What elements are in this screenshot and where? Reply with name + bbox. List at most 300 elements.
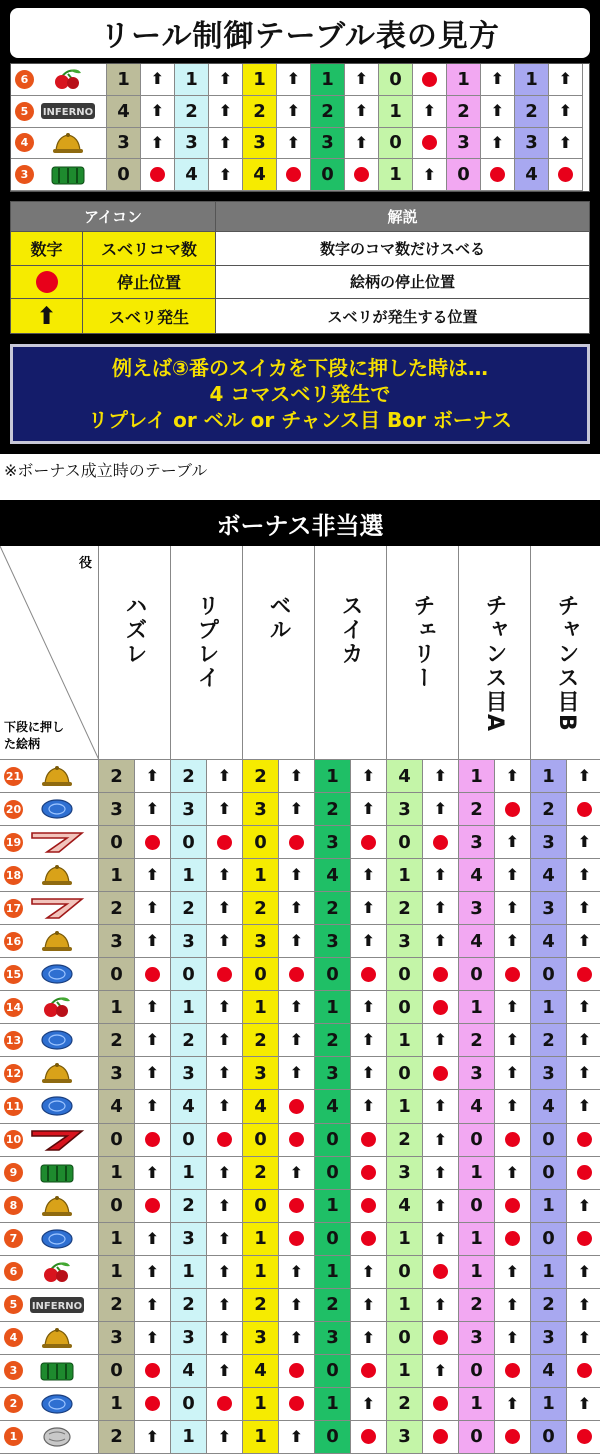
watermelon-icon bbox=[29, 1360, 85, 1382]
stop-position-dot bbox=[433, 1429, 448, 1444]
marker-cell bbox=[413, 128, 447, 160]
row-label bbox=[11, 64, 107, 96]
slip-arrow-icon: ⬆ bbox=[217, 1162, 232, 1182]
marker-cell bbox=[135, 1289, 171, 1322]
column-header bbox=[243, 546, 315, 760]
stop-position-dot bbox=[145, 967, 160, 982]
slip-arrow-icon: ⬆ bbox=[289, 865, 304, 885]
marker-cell bbox=[207, 1388, 243, 1421]
marker-cell bbox=[277, 64, 311, 96]
marker-cell bbox=[495, 1388, 531, 1421]
marker-cell bbox=[423, 1124, 459, 1157]
marker-cell bbox=[495, 892, 531, 925]
slip-arrow-icon: ⬆ bbox=[289, 898, 304, 918]
slip-count-cell: 0 bbox=[387, 826, 423, 859]
marker-cell bbox=[423, 1355, 459, 1388]
slip-count-cell: 0 bbox=[99, 1355, 135, 1388]
marker-cell bbox=[423, 1057, 459, 1090]
marker-cell bbox=[207, 760, 243, 793]
stop-position-dot bbox=[433, 1066, 448, 1081]
row-number-badge: 21 bbox=[4, 767, 23, 786]
row-label bbox=[0, 892, 99, 925]
slip-arrow-icon: ⬆ bbox=[577, 1030, 592, 1050]
slip-count-cell: 2 bbox=[459, 1289, 495, 1322]
slip-count-cell: 1 bbox=[171, 1157, 207, 1190]
slip-count-cell: 1 bbox=[379, 159, 413, 191]
row-number-badge: 12 bbox=[4, 1064, 23, 1083]
slip-count-cell: 4 bbox=[243, 1355, 279, 1388]
slip-count-cell: 0 bbox=[459, 1124, 495, 1157]
marker-cell bbox=[567, 1388, 600, 1421]
stop-position-dot bbox=[289, 1132, 304, 1147]
slip-count-cell: 1 bbox=[171, 1256, 207, 1289]
sample-table bbox=[10, 63, 590, 192]
marker-cell bbox=[567, 892, 600, 925]
slip-arrow-icon: ⬆ bbox=[577, 1393, 592, 1413]
slip-count-cell: 0 bbox=[387, 958, 423, 991]
slip-arrow-icon: ⬆ bbox=[433, 766, 448, 786]
marker-cell bbox=[423, 1256, 459, 1289]
marker-cell bbox=[351, 1024, 387, 1057]
slip-arrow-icon: ⬆ bbox=[217, 997, 232, 1017]
slip-count-cell: 4 bbox=[459, 859, 495, 892]
seven-white-icon bbox=[29, 897, 85, 919]
row-number-badge: 6 bbox=[4, 1262, 23, 1281]
bonus-note: ※ボーナス成立時のテーブル bbox=[4, 461, 208, 480]
slip-count-cell: 1 bbox=[107, 64, 141, 96]
slip-count-cell: 3 bbox=[531, 1057, 567, 1090]
marker-cell bbox=[351, 1157, 387, 1190]
slip-count-cell: 2 bbox=[171, 1190, 207, 1223]
marker-cell bbox=[495, 1190, 531, 1223]
marker-cell bbox=[495, 1322, 531, 1355]
slip-arrow-icon: ⬆ bbox=[286, 132, 301, 152]
slip-count-cell: 1 bbox=[315, 1190, 351, 1223]
marker-cell bbox=[495, 1157, 531, 1190]
legend-desc: 絵柄の停止位置 bbox=[216, 266, 589, 300]
bell-icon bbox=[40, 132, 96, 154]
cherry-icon bbox=[29, 1261, 85, 1283]
slip-arrow-icon: ⬆ bbox=[217, 865, 232, 885]
slip-arrow-icon: ⬆ bbox=[433, 1360, 448, 1380]
slip-count-cell: 0 bbox=[315, 1124, 351, 1157]
stop-position-dot bbox=[286, 167, 301, 182]
slip-count-cell: 2 bbox=[315, 1289, 351, 1322]
slip-count-cell: 2 bbox=[99, 760, 135, 793]
marker-cell bbox=[495, 1223, 531, 1256]
stop-position-dot bbox=[145, 1363, 160, 1378]
marker-cell bbox=[279, 1124, 315, 1157]
slip-arrow-icon: ⬆ bbox=[361, 766, 376, 786]
stop-position-dot bbox=[433, 1264, 448, 1279]
marker-cell bbox=[141, 159, 175, 191]
stop-position-dot bbox=[289, 1231, 304, 1246]
slip-arrow-icon: ⬆ bbox=[433, 865, 448, 885]
slip-count-cell: 1 bbox=[531, 1388, 567, 1421]
slip-count-cell: 0 bbox=[315, 1223, 351, 1256]
slip-count-cell: 1 bbox=[387, 1289, 423, 1322]
marker-cell bbox=[495, 1421, 531, 1454]
marker-cell bbox=[351, 1057, 387, 1090]
slip-arrow-icon: ⬆ bbox=[433, 1162, 448, 1182]
slip-arrow-icon: ⬆ bbox=[286, 69, 301, 89]
slip-count-cell: 3 bbox=[99, 1057, 135, 1090]
marker-cell bbox=[495, 1024, 531, 1057]
slip-count-cell: 4 bbox=[315, 1090, 351, 1123]
slip-arrow-icon: ⬆ bbox=[354, 101, 369, 121]
slip-count-cell: 2 bbox=[459, 1024, 495, 1057]
legend-name: スベリ発生 bbox=[83, 299, 216, 333]
marker-cell bbox=[279, 760, 315, 793]
row-number-badge: 10 bbox=[4, 1130, 23, 1149]
slip-count-cell: 0 bbox=[315, 1355, 351, 1388]
slip-count-cell: 2 bbox=[531, 1024, 567, 1057]
marker-cell bbox=[207, 1223, 243, 1256]
slip-count-cell: 1 bbox=[387, 1090, 423, 1123]
stop-position-dot bbox=[361, 1165, 376, 1180]
slip-arrow-icon: ⬆ bbox=[361, 898, 376, 918]
watermelon-icon bbox=[40, 164, 96, 186]
marker-cell bbox=[279, 991, 315, 1024]
marker-cell bbox=[567, 1421, 600, 1454]
cherry-icon bbox=[29, 996, 85, 1018]
marker-cell bbox=[207, 1421, 243, 1454]
slip-count-cell: 3 bbox=[531, 826, 567, 859]
slip-arrow-icon: ⬆ bbox=[217, 931, 232, 951]
marker-cell bbox=[549, 128, 583, 160]
slip-arrow-icon: ⬆ bbox=[289, 997, 304, 1017]
slip-count-cell: 2 bbox=[531, 1289, 567, 1322]
slip-arrow-icon: ⬆ bbox=[505, 1393, 520, 1413]
slip-arrow-icon: ⬆ bbox=[289, 1294, 304, 1314]
row-number-badge: 16 bbox=[4, 932, 23, 951]
marker-cell bbox=[423, 1388, 459, 1421]
slip-count-cell: 2 bbox=[171, 1024, 207, 1057]
marker-cell bbox=[207, 1057, 243, 1090]
row-number-badge: 18 bbox=[4, 866, 23, 885]
column-header bbox=[531, 546, 600, 760]
bell-icon bbox=[29, 864, 85, 886]
marker-cell bbox=[135, 1190, 171, 1223]
marker-cell bbox=[495, 991, 531, 1024]
marker-cell bbox=[495, 1355, 531, 1388]
marker-cell bbox=[207, 1322, 243, 1355]
marker-cell bbox=[481, 159, 515, 191]
slip-arrow-icon: ⬆ bbox=[145, 997, 160, 1017]
stop-position-dot bbox=[422, 135, 437, 150]
marker-cell bbox=[135, 1421, 171, 1454]
marker-cell bbox=[567, 1289, 600, 1322]
marker-cell bbox=[351, 826, 387, 859]
slip-count-cell: 2 bbox=[243, 96, 277, 128]
slip-count-cell: 2 bbox=[447, 96, 481, 128]
row-label bbox=[0, 1057, 99, 1090]
slip-count-cell: 4 bbox=[531, 859, 567, 892]
marker-cell bbox=[207, 1190, 243, 1223]
marker-cell bbox=[351, 892, 387, 925]
slip-count-cell: 1 bbox=[99, 991, 135, 1024]
stop-position-dot bbox=[361, 1198, 376, 1213]
marker-cell bbox=[495, 1057, 531, 1090]
slip-count-cell: 4 bbox=[531, 1355, 567, 1388]
marker-cell bbox=[495, 1090, 531, 1123]
slip-count-cell: 0 bbox=[387, 1256, 423, 1289]
marker-cell bbox=[207, 991, 243, 1024]
slip-count-cell: 2 bbox=[99, 892, 135, 925]
slip-arrow-icon: ⬆ bbox=[505, 1261, 520, 1281]
marker-cell bbox=[567, 859, 600, 892]
row-label bbox=[0, 1223, 99, 1256]
slip-arrow-icon: ⬆ bbox=[361, 1030, 376, 1050]
slip-count-cell: 0 bbox=[171, 958, 207, 991]
blue-emblem-icon bbox=[29, 963, 85, 985]
marker-cell bbox=[279, 1190, 315, 1223]
cherry-icon bbox=[40, 68, 96, 90]
reel-guide-section bbox=[0, 0, 600, 454]
row-label bbox=[0, 925, 99, 958]
slip-count-cell: 0 bbox=[243, 958, 279, 991]
marker-cell bbox=[279, 793, 315, 826]
marker-cell bbox=[495, 1124, 531, 1157]
stop-position-dot bbox=[289, 967, 304, 982]
slip-arrow-icon: ⬆ bbox=[505, 931, 520, 951]
stop-position-dot bbox=[433, 1000, 448, 1015]
slip-count-cell: 2 bbox=[387, 1388, 423, 1421]
slip-count-cell: 0 bbox=[99, 826, 135, 859]
slip-count-cell: 4 bbox=[387, 760, 423, 793]
marker-cell bbox=[351, 1223, 387, 1256]
marker-cell bbox=[567, 958, 600, 991]
slip-count-cell: 1 bbox=[243, 1421, 279, 1454]
marker-cell bbox=[207, 958, 243, 991]
marker-cell bbox=[207, 1024, 243, 1057]
marker-cell bbox=[495, 760, 531, 793]
slip-count-cell: 3 bbox=[243, 1322, 279, 1355]
slip-count-cell: 3 bbox=[315, 1057, 351, 1090]
row-label bbox=[0, 1355, 99, 1388]
slip-count-cell: 0 bbox=[531, 1223, 567, 1256]
marker-cell bbox=[135, 793, 171, 826]
marker-cell bbox=[135, 1256, 171, 1289]
column-header-label: チャンス目A bbox=[482, 594, 507, 734]
slip-arrow-icon: ⬆ bbox=[218, 132, 233, 152]
slip-count-cell: 4 bbox=[107, 96, 141, 128]
slip-arrow-icon: ⬆ bbox=[289, 1261, 304, 1281]
marker-cell bbox=[495, 958, 531, 991]
slip-arrow-icon: ⬆ bbox=[354, 132, 369, 152]
marker-cell bbox=[549, 64, 583, 96]
marker-cell bbox=[207, 925, 243, 958]
slip-count-cell: 2 bbox=[387, 1124, 423, 1157]
marker-cell bbox=[135, 925, 171, 958]
row-label bbox=[0, 1124, 99, 1157]
slip-count-cell: 3 bbox=[387, 1421, 423, 1454]
example-line: 例えば③番のスイカを下段に押した時は… bbox=[112, 356, 488, 380]
slip-arrow-icon: ⬆ bbox=[218, 69, 233, 89]
slip-count-cell: 1 bbox=[99, 1256, 135, 1289]
slip-count-cell: 4 bbox=[175, 159, 209, 191]
slip-arrow-icon: ⬆ bbox=[289, 1162, 304, 1182]
slip-arrow-icon: ⬆ bbox=[433, 1129, 448, 1149]
marker-cell bbox=[135, 892, 171, 925]
slip-arrow-icon: ⬆ bbox=[145, 931, 160, 951]
marker-cell bbox=[423, 1157, 459, 1190]
seven-white-icon bbox=[29, 831, 85, 853]
row-label bbox=[0, 1024, 99, 1057]
marker-cell bbox=[549, 96, 583, 128]
legend-desc: 数字のコマ数だけスベる bbox=[216, 232, 589, 266]
bell-icon bbox=[29, 930, 85, 952]
slip-count-cell: 3 bbox=[99, 1322, 135, 1355]
marker-cell bbox=[279, 826, 315, 859]
row-label bbox=[0, 1256, 99, 1289]
row-number-badge: 5 bbox=[4, 1295, 23, 1314]
slip-arrow-icon: ⬆ bbox=[217, 1261, 232, 1281]
marker-cell bbox=[351, 991, 387, 1024]
example-box bbox=[10, 344, 590, 444]
marker-cell bbox=[207, 892, 243, 925]
row-label bbox=[0, 1289, 99, 1322]
column-header bbox=[459, 546, 531, 760]
slip-count-cell: 1 bbox=[311, 64, 345, 96]
marker-cell bbox=[141, 128, 175, 160]
marker-cell bbox=[423, 760, 459, 793]
slip-count-cell: 3 bbox=[243, 128, 277, 160]
slip-arrow-icon: ⬆ bbox=[145, 1327, 160, 1347]
slip-count-cell: 1 bbox=[99, 859, 135, 892]
marker-cell bbox=[279, 859, 315, 892]
stop-position-dot bbox=[217, 1132, 232, 1147]
row-label bbox=[0, 1388, 99, 1421]
slip-count-cell: 1 bbox=[387, 1223, 423, 1256]
marker-cell bbox=[351, 925, 387, 958]
marker-cell bbox=[567, 1190, 600, 1223]
slip-count-cell: 1 bbox=[243, 1388, 279, 1421]
row-label bbox=[0, 1190, 99, 1223]
slip-arrow-icon: ⬆ bbox=[505, 832, 520, 852]
marker-cell bbox=[209, 64, 243, 96]
slip-arrow-icon: ⬆ bbox=[217, 1426, 232, 1446]
slip-arrow-icon: ⬆ bbox=[577, 1327, 592, 1347]
row-label bbox=[0, 991, 99, 1024]
slip-count-cell: 3 bbox=[459, 826, 495, 859]
stop-position-dot bbox=[505, 1429, 520, 1444]
stop-position-dot bbox=[289, 835, 304, 850]
slip-arrow-icon: ⬆ bbox=[490, 101, 505, 121]
slip-arrow-icon: ⬆ bbox=[577, 1063, 592, 1083]
slip-count-cell: 0 bbox=[243, 826, 279, 859]
slip-arrow-icon: ⬆ bbox=[361, 799, 376, 819]
bell-icon bbox=[29, 1195, 85, 1217]
marker-cell bbox=[495, 859, 531, 892]
silver-shell-icon bbox=[29, 1426, 85, 1448]
slip-count-cell: 1 bbox=[315, 1256, 351, 1289]
marker-cell bbox=[351, 1090, 387, 1123]
slip-count-cell: 4 bbox=[531, 1090, 567, 1123]
slip-count-cell: 1 bbox=[531, 1190, 567, 1223]
slip-count-cell: 2 bbox=[243, 760, 279, 793]
slip-arrow-icon: ⬆ bbox=[217, 1294, 232, 1314]
marker-cell bbox=[567, 1124, 600, 1157]
slip-arrow-icon: ⬆ bbox=[217, 1228, 232, 1248]
slip-count-cell: 1 bbox=[243, 1256, 279, 1289]
slip-count-cell: 3 bbox=[531, 1322, 567, 1355]
marker-cell bbox=[279, 1289, 315, 1322]
slip-count-cell: 3 bbox=[315, 925, 351, 958]
marker-cell bbox=[207, 1090, 243, 1123]
marker-cell bbox=[423, 991, 459, 1024]
marker-cell bbox=[351, 1190, 387, 1223]
slip-count-cell: 1 bbox=[531, 760, 567, 793]
slip-count-cell: 3 bbox=[107, 128, 141, 160]
column-header-label: チェリー bbox=[410, 594, 435, 690]
marker-cell bbox=[567, 991, 600, 1024]
svg-text:INFERNO: INFERNO bbox=[42, 107, 94, 119]
slip-count-cell: 4 bbox=[171, 1090, 207, 1123]
slip-arrow-icon: ⬆ bbox=[433, 1294, 448, 1314]
legend-desc: スベリが発生する位置 bbox=[216, 299, 589, 333]
marker-cell bbox=[481, 64, 515, 96]
row-number-badge: 3 bbox=[15, 165, 34, 184]
slip-arrow-icon: ⬆ bbox=[361, 1063, 376, 1083]
slip-arrow-icon: ⬆ bbox=[433, 1030, 448, 1050]
slip-count-cell: 1 bbox=[387, 1355, 423, 1388]
slip-arrow-icon: ⬆ bbox=[145, 1294, 160, 1314]
slip-arrow-icon: ⬆ bbox=[145, 865, 160, 885]
slip-arrow-icon: ⬆ bbox=[218, 164, 233, 184]
marker-cell bbox=[345, 159, 379, 191]
marker-cell bbox=[135, 859, 171, 892]
slip-count-cell: 1 bbox=[459, 1388, 495, 1421]
marker-cell bbox=[345, 64, 379, 96]
control-table bbox=[0, 546, 600, 1454]
slip-count-cell: 0 bbox=[387, 1057, 423, 1090]
marker-cell bbox=[423, 1024, 459, 1057]
slip-arrow-icon: ⬆ bbox=[361, 1096, 376, 1116]
slip-arrow-icon: ⬆ bbox=[145, 1096, 160, 1116]
slip-arrow-icon: ⬆ bbox=[289, 931, 304, 951]
marker-cell bbox=[423, 1223, 459, 1256]
marker-cell bbox=[135, 1322, 171, 1355]
stop-position-dot bbox=[289, 1099, 304, 1114]
marker-cell bbox=[277, 159, 311, 191]
marker-cell bbox=[549, 159, 583, 191]
stop-position-dot bbox=[150, 167, 165, 182]
slip-count-cell: 0 bbox=[243, 1190, 279, 1223]
marker-cell bbox=[345, 128, 379, 160]
marker-cell bbox=[351, 1124, 387, 1157]
slip-arrow-icon: ⬆ bbox=[150, 101, 165, 121]
row-number-badge: 7 bbox=[4, 1229, 23, 1248]
marker-cell bbox=[207, 859, 243, 892]
marker-cell bbox=[209, 128, 243, 160]
marker-cell bbox=[207, 1256, 243, 1289]
row-number-badge: 1 bbox=[4, 1427, 23, 1446]
slip-count-cell: 3 bbox=[171, 793, 207, 826]
slip-arrow-icon: ⬆ bbox=[145, 799, 160, 819]
up-arrow-icon: ⬆ bbox=[11, 299, 83, 333]
slip-arrow-icon: ⬆ bbox=[145, 898, 160, 918]
row-number-badge: 2 bbox=[4, 1394, 23, 1413]
marker-cell bbox=[423, 1322, 459, 1355]
marker-cell bbox=[481, 96, 515, 128]
slip-arrow-icon: ⬆ bbox=[577, 1261, 592, 1281]
slip-arrow-icon: ⬆ bbox=[217, 1327, 232, 1347]
stop-position-dot bbox=[577, 1165, 592, 1180]
stop-position-dot bbox=[505, 1363, 520, 1378]
marker-cell bbox=[279, 1421, 315, 1454]
marker-cell bbox=[135, 1157, 171, 1190]
